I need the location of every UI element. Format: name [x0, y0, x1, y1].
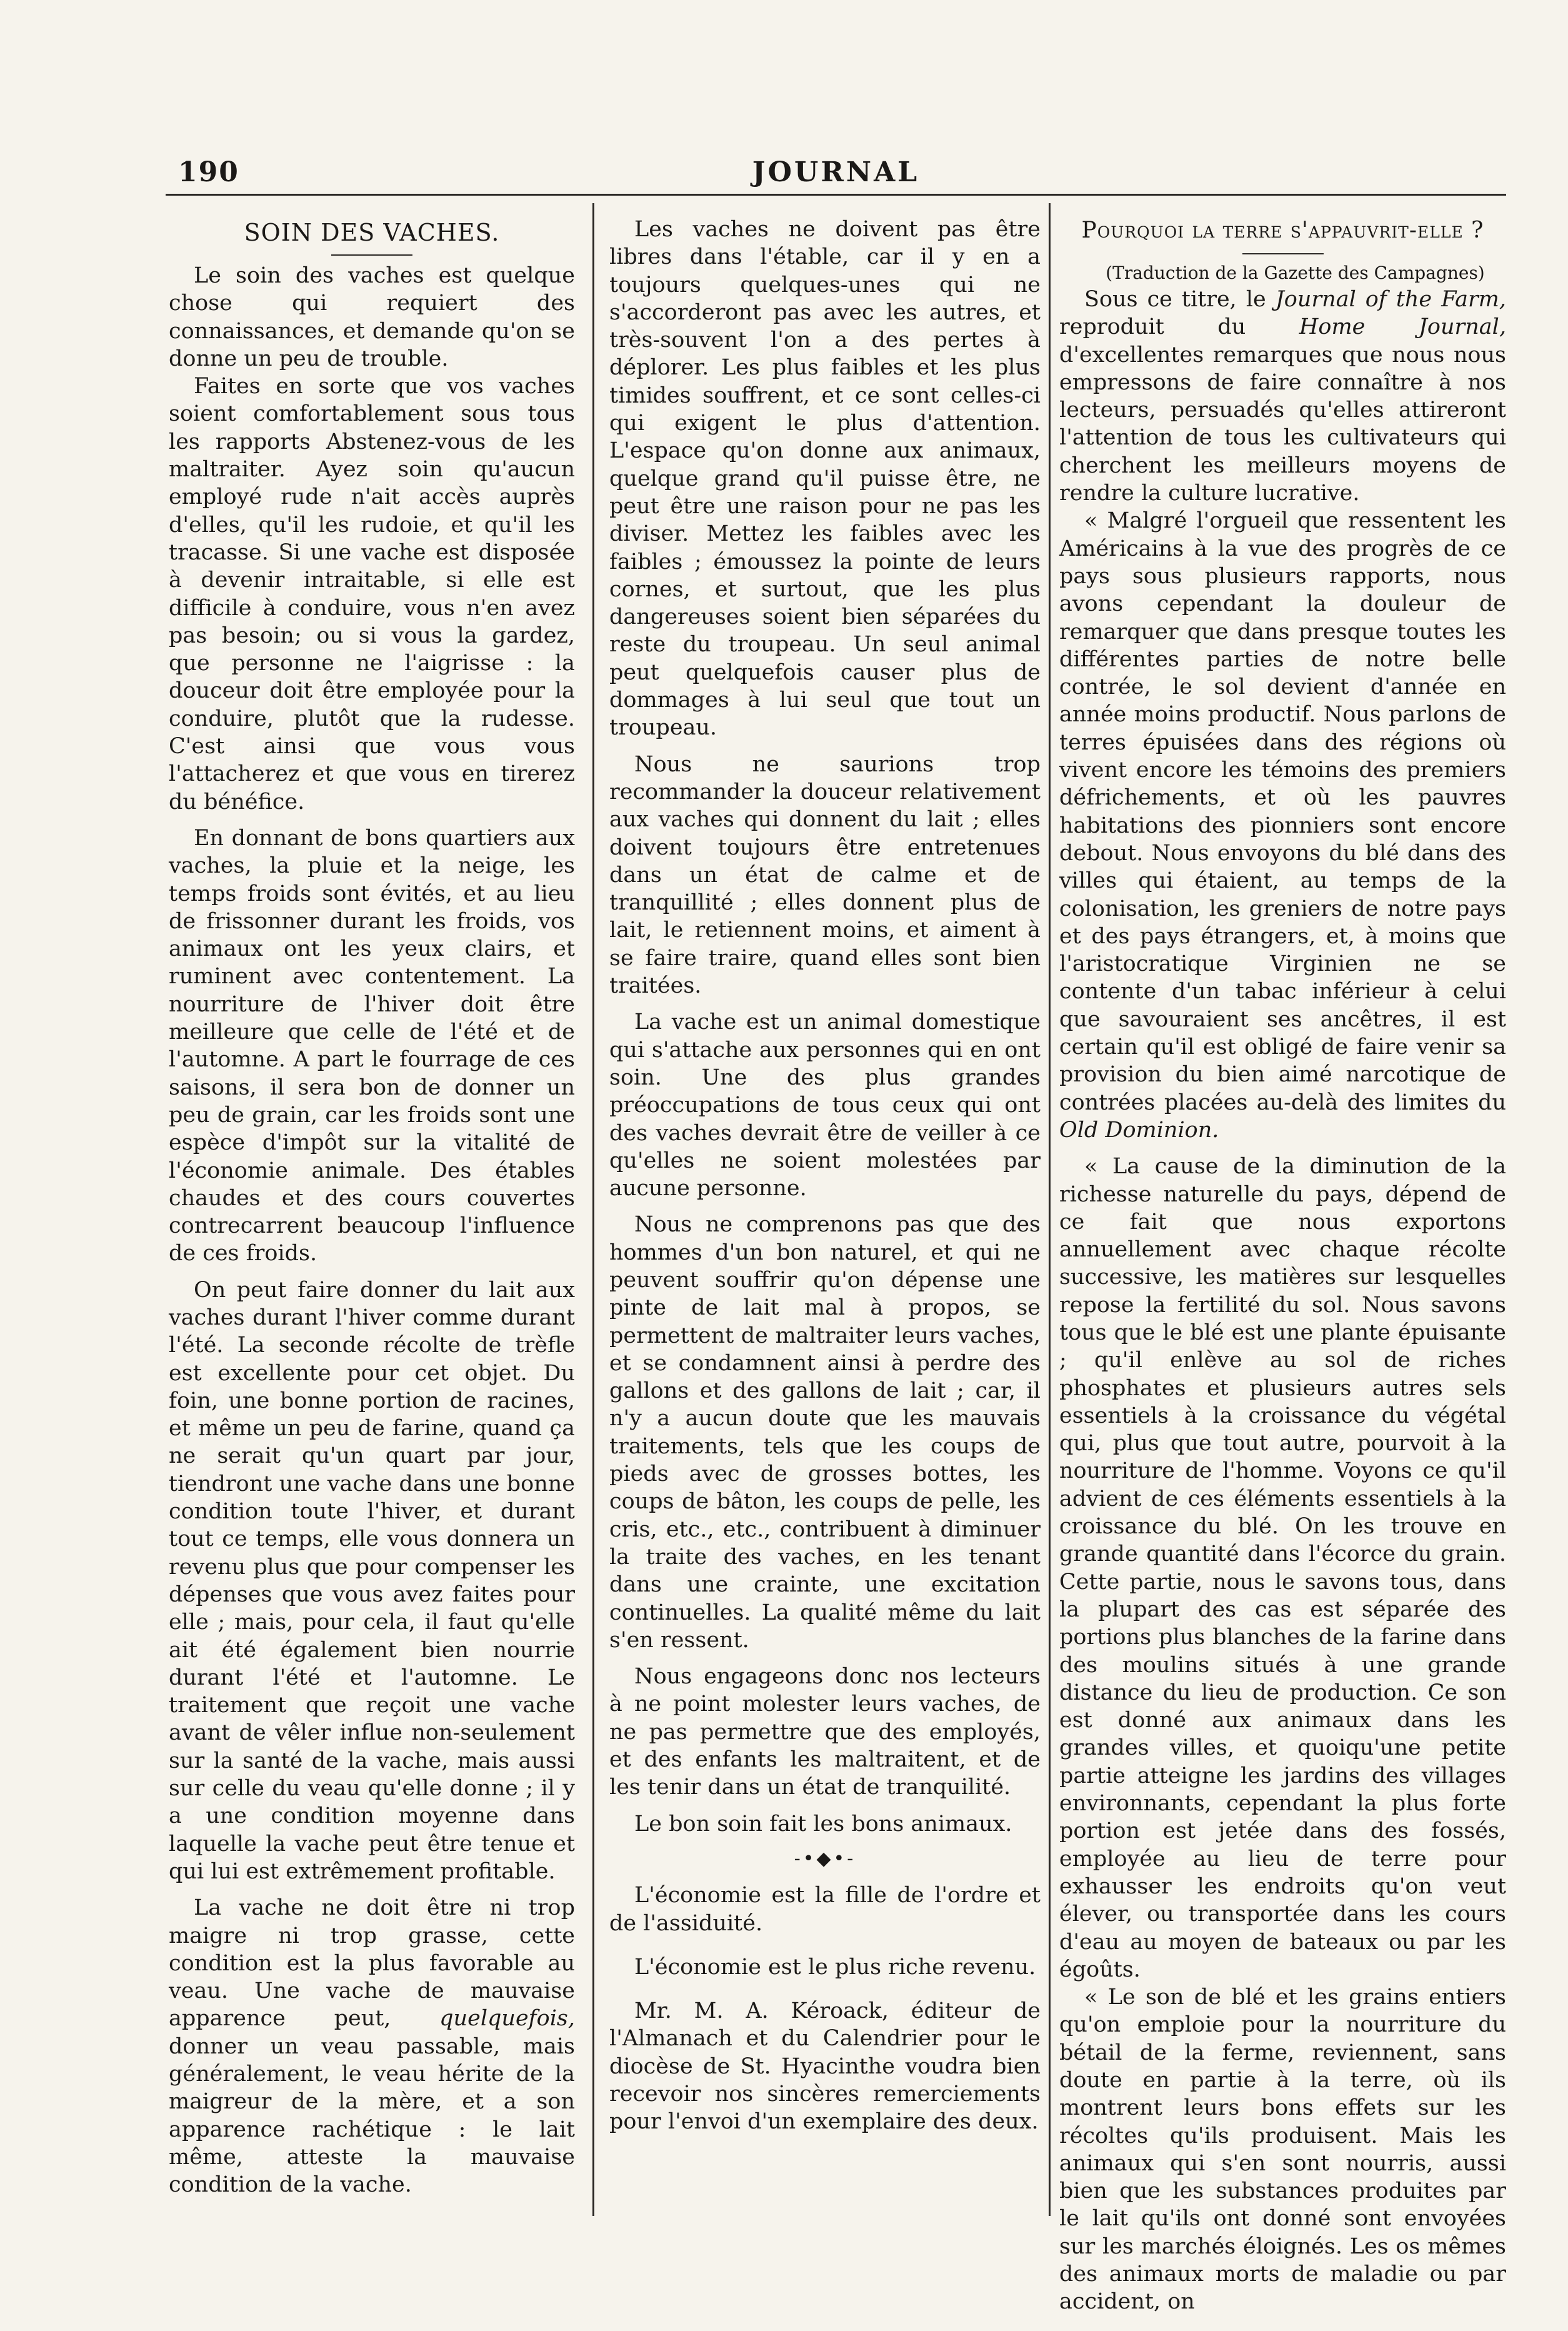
paragraph: On peut faire donner du lait aux vaches durant l'hiver comme durant l'été. La seconde récolte de trèfle est excellente pour cet objet. Du foin, une bonne portion de racines, et même un peu de farine, quand ça ne serait qu'un quart par jour, tiendront une vache dans une bonne condition toute l'hiver, et durant tout ce temps, elle vous donnera un revenu plus que pour compenser les dépenses que vous avez faites pour elle ; mais, pour cela, il faut qu'elle ait été également bien nourrie durant l'été et l'automne. Le traitement que reçoit une vache avant de vêler influe non-seulement sur la santé de la vache, mais aussi sur celle du veau qu'elle donne ; il y a une condition moyenne dans laquelle la vache peut être tenue et qui lui est extrêmement profitable.	[169, 1277, 575, 1884]
column-divider-left	[592, 203, 594, 2216]
fleuron-divider: -•◆•-	[794, 1847, 856, 1870]
paragraph: « Le son de blé et les grains entiers qu'on emploie pour la nourriture du bétail de la ferme, reviennent, sans doute en partie à la terre, où ils montrent leurs bons effets sur les récoltes qu'ils produisent. Mais les animaux qui s'en sont nourris, aussi bien que les substances produites par le lait qu'ils ont donné sont envoyées sur les marchés éloignés. Les os mêmes des animaux morts de maladie ou par accident, on	[1059, 1985, 1506, 2315]
paragraph: Nous ne comprenons pas que des hommes d'un bon naturel, et qui ne peuvent souffrir qu'on dépense une pinte de lait mal à propos, se permettent de maltraiter leurs vaches, et se condamnent ainsi à perdre des gallons et des gallons de lait ; car, il n'y a aucun doute que les mauvais traitements, tels que les coups de pieds avec de grosses bottes, les coups de bâton, les coups de pelle, les cris, etc., etc., contribuent à diminuer la traite des vaches, en les tenant dans une crainte, une excitation continuelles. La qualité même du lait s'en ressent.	[609, 1212, 1041, 1653]
italic-text: Journal of the Farm,	[1275, 287, 1506, 312]
italic-text: quelquefois,	[439, 2006, 575, 2032]
translation-note: (Traduction de la Gazette des Campagnes)	[1106, 263, 1485, 283]
paragraph: L'économie est la fille de l'ordre et de l'assiduité.	[609, 1883, 1041, 1936]
page-number: 190	[178, 156, 239, 188]
page-header	[166, 150, 1506, 194]
paragraph: Faites en sorte que vos vaches soient comfortablement sous tous les rapports Abstenez-vous de les maltraiter. Ayez soin qu'aucun employé rude n'ait accès auprès d'elles, qu'il les rudoie, et qu'il les tracasse. Si une vache est disposée à devenir intraitable, si elle est difficile à conduire, vous n'en avez pas besoin; ou si vous la gardez, que personne ne l'aigrisse : la douceur doit être employée pour la conduire, plutôt que la rudesse. C'est ainsi que vous vous l'attacherez et que vous en tirerez du bénéfice.	[169, 374, 575, 815]
column-2	[609, 216, 1041, 2203]
paragraph: « La cause de la diminution de la richesse naturelle du pays, dépend de ce fait que nous exportons annuellement avec chaque récolte successive, les matières sur lesquelles repose la fertilité du sol. Nous savons tous que le blé est une plante épuisante ; qu'il enlève au sol de riches phosphates et plusieurs autres sels essentiels à la croissance du végétal qui, plus que tout autre, pourvoit à la nourriture de l'homme. Voyons ce qu'il advient de ces éléments essentiels à la croissance du blé. On les trouve en grande quantité dans l'écorce du grain. Cette partie, nous le savons tous, dans la plupart des cas est séparée des portions plus blanches de la farine dans des moulins situés à une grande distance du lieu de production. Ce son est donné aux animaux dans les grandes villes, et quoiqu'une petite partie atteigne les jardins des villages environnants, cependant la plus forte portion est jetée dans des fossés, employée au lieu de terre pour exhausser les endroits qu'on veut élever, ou transportée dans les cours d'eau au moyen de bateaux ou par les égoûts.	[1059, 1154, 1506, 1982]
column-1	[169, 216, 575, 2203]
header-rule	[166, 194, 1506, 196]
paragraph: La vache ne doit être ni trop maigre ni trop grasse, cette condition est la plus favorable au veau. Une vache de mauvaise apparence peut, quelquefois, donner un veau passable, mais généralement, le veau hérite de la maigreur de la mère, et a son apparence rachétique : le lait même, atteste la mauvaise condition de la vache.	[169, 1895, 575, 2198]
paragraph: Mr. M. A. Kéroack, éditeur de l'Almanach et du Calendrier pour le diocèse de St. Hyacinthe voudra bien recevoir nos sincères remerciements pour l'envoi d'un exemplaire des deux.	[609, 1998, 1041, 2135]
italic-text: Old Dominion.	[1059, 1117, 1219, 1143]
title-rule	[331, 254, 412, 256]
running-title: JOURNAL	[752, 156, 920, 188]
paragraph: Les vaches ne doivent pas être libres dans l'étable, car il y en a toujours quelques-unes qui ne s'accorderont pas avec les autres, et très-souvent l'on a des pertes à déplorer. Les plus faibles et les plus timides souffrent, et ce sont celles-ci qui exigent le plus d'attention. L'espace qu'on donne aux animaux, quelque grand qu'il puisse être, ne peut être une raison pour ne pas les diviser. Mettez les faibles avec les faibles ; émoussez la pointe de leurs cornes, et surtout, que les plus dangereuses soient bien séparées du reste du troupeau. Un seul animal peut quelquefois causer plus de dommages à lui seul que tout un troupeau.	[609, 217, 1041, 741]
article-title-soin-des-vaches: SOIN DES VACHES.	[244, 219, 500, 246]
paragraph: Sous ce titre, le Journal of the Farm, reproduit du Home Journal, d'excellentes remarques que nous nous empressons de faire connaître à nos lecteurs, persuadés qu'elles attireront l'attention de tous les cultivateurs qui cherchent les meilleurs moyens de rendre la culture lucrative.	[1059, 287, 1506, 506]
article-title-pourquoi-la-terre: Pourquoi la terre s'appauvrit-elle ?	[1081, 218, 1484, 243]
column-3	[1059, 216, 1506, 2315]
paragraph: Le soin des vaches est quelque chose qui requiert des connaissances, et demande qu'on se donne un peu de trouble.	[169, 263, 575, 371]
paragraph: « Malgré l'orgueil que ressentent les Américains à la vue des progrès de ce pays sous plusieurs rapports, nous avons cependant la douleur de remarquer que dans presque toutes les différentes parties de notre belle contrée, le sol devient d'année en année moins productif. Nous parlons de terres épuisées dans des régions où vivent encore les témoins des premiers défrichements, et où les pauvres habitations des pionniers sont encore debout. Nous envoyons du blé dans des villes qui étaient, au temps de la colonisation, les greniers de notre pays et des pays étrangers, et, à moins que l'aristocratique Virginien ne se contente d'un tabac inférieur à celui que savouraient ses ancêtres, il est certain qu'il est obligé de faire venir sa provision du bien aimé narcotique de contrées placées au-delà des limites du Old Dominion.	[1059, 508, 1506, 1143]
paragraph: Nous ne saurions trop recommander la douceur relativement aux vaches qui donnent du lait ; elles doivent toujours être entretenues dans un état de calme et de tranquillité ; elles donnent plus de lait, le retiennent moins, et aiment à se faire traire, quand elles sont bien traitées.	[609, 751, 1041, 999]
paragraph: L'économie est le plus riche revenu.	[634, 1954, 1036, 1980]
title-rule	[1242, 253, 1324, 254]
paragraph: La vache est un animal domestique qui s'attache aux personnes qui en ont soin. Une des plus grandes préoccupations de tous ceux qui ont des vaches devrait être de veiller à ce qu'elles ne soient molestées par aucune personne.	[609, 1010, 1041, 1201]
italic-text: Home Journal,	[1299, 314, 1506, 340]
column-divider-right	[1049, 203, 1051, 2216]
paragraph: Nous engageons donc nos lecteurs à ne point molester leurs vaches, de ne pas permettre que des employés, et des enfants les maltraitent, et de les tenir dans un état de tranquilité.	[609, 1664, 1041, 1800]
paragraph: En donnant de bons quartiers aux vaches, la pluie et la neige, les temps froids sont évités, et au lieu de frissonner durant les froids, vos animaux ont les yeux clairs, et ruminent avec contentement. La nourriture de l'hiver doit être meilleure que celle de l'été et de l'automne. A part le fourrage de ces saisons, il sera bon de donner un peu de grain, car les froids sont une espèce d'impôt sur la vitalité de l'économie animale. Des étables chaudes et des cours couvertes contrecarrent beaucoup l'influence de ces froids.	[169, 825, 575, 1266]
paragraph: Le bon soin fait les bons animaux.	[634, 1811, 1012, 1837]
